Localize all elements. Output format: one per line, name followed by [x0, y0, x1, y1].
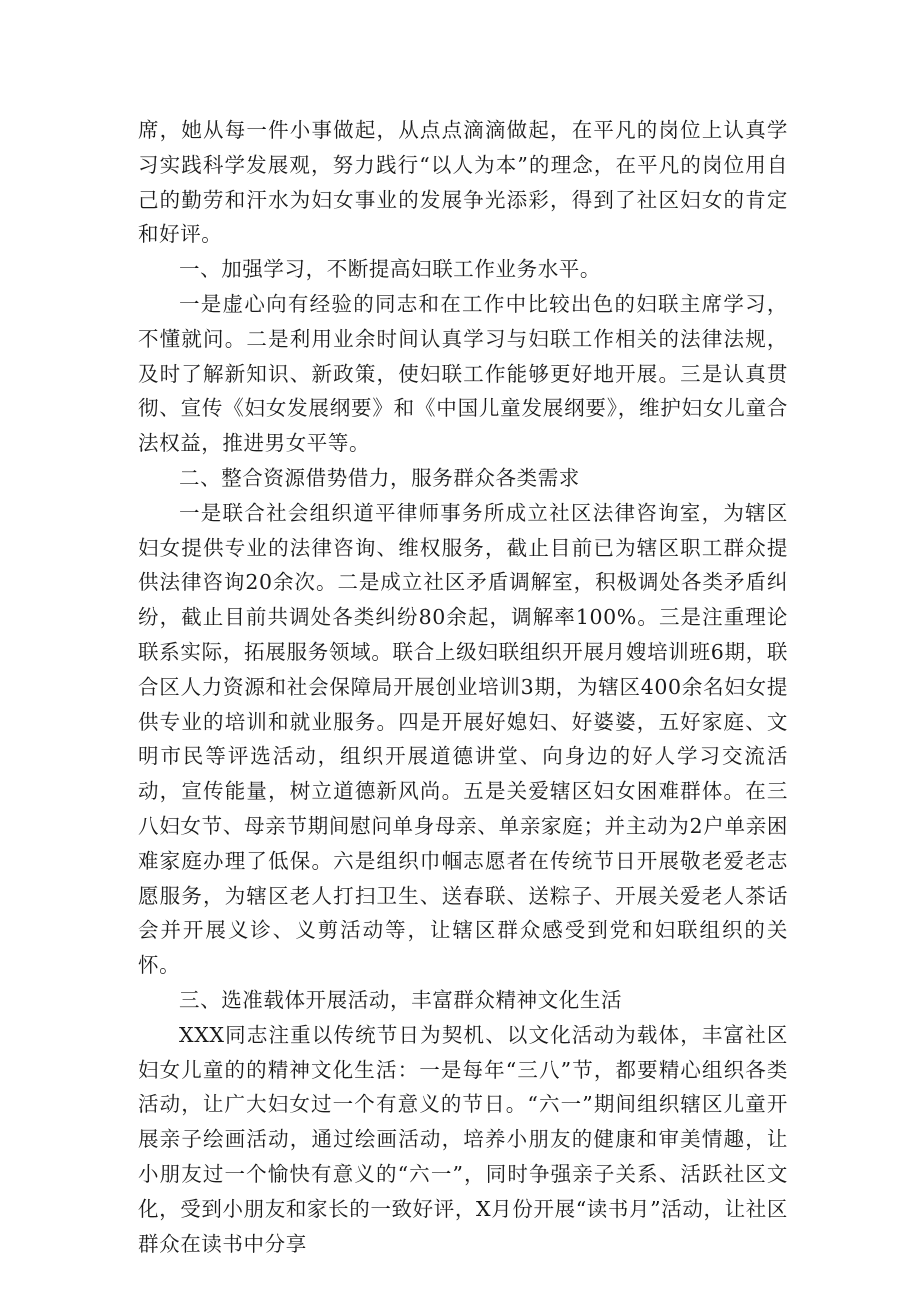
section-heading-2: 二、整合资源借势借力，服务群众各类需求 [179, 465, 580, 490]
document-body [138, 113, 788, 1261]
section-heading-3: 三、选准载体开展活动，丰富群众精神文化生活 [179, 987, 623, 1012]
paragraph-study: 一是虚心向有经验的同志和在工作中比较出色的妇联主席学习，不懂就问。二是利用业余时间认真学习与妇联工作相关的法律法规，及时了解新知识、新政策，使妇联工作能够更好地开展。三是认真贯彻、宣传《妇女发展纲要》和《中国儿童发展纲要》，维护妇女儿童合法权益，推进男女平等。 [138, 291, 788, 456]
section-heading-1: 一、加强学习，不断提高妇联工作业务水平。 [179, 257, 601, 282]
paragraph-activities: XXX同志注重以传统节日为契机、以文化活动为载体，丰富社区妇女儿童的的精神文化生活：一是每年“三八”节，都要精心组织各类活动，让广大妇女过一个有意义的节日。“六一”期间组织辖区儿童开展亲子绘画活动，通过绘画活动，培养小朋友的健康和审美情趣，让小朋友过一个愉快有意义的“六一”，同时争强亲子关系、活跃社区文化，受到小朋友和家长的一致好评，X月份开展“读书月”活动，让社区群众在读书中分享 [138, 1022, 788, 1256]
paragraph-services: 一是联合社会组织道平律师事务所成立社区法律咨询室，为辖区妇女提供专业的法律咨询、维权服务，截止目前已为辖区职工群众提供法律咨询20余次。二是成立社区矛盾调解室，积极调处各类矛盾纠纷，截止目前共调处各类纠纷80余起，调解率100%。三是注重理论联系实际，拓展服务领域。联合上级妇联组织开展月嫂培训班6期，联合区人力资源和社会保障局开展创业培训3期，为辖区400余名妇女提供专业的培训和就业服务。四是开展好媳妇、好婆婆，五好家庭、文明市民等评选活动，组织开展道德讲堂、向身边的好人学习交流活动，宣传能量，树立道德新风尚。五是关爱辖区妇女困难群体。在三八妇女节、母亲节期间慰问单身母亲、单亲家庭；并主动为2户单亲困难家庭办理了低保。六是组织巾帼志愿者在传统节日开展敬老爱老志愿服务，为辖区老人打扫卫生、送春联、送粽子、开展关爱老人茶话会并开展义诊、义剪活动等，让辖区群众感受到党和妇联组织的关怀。 [138, 500, 788, 978]
paragraph-continuation: 席，她从每一件小事做起，从点点滴滴做起，在平凡的岗位上认真学习实践科学发展观，努力践行“以人为本”的理念，在平凡的岗位用自己的勤劳和汗水为妇女事业的发展争光添彩，得到了社区妇女的肯定和好评。 [138, 118, 788, 247]
